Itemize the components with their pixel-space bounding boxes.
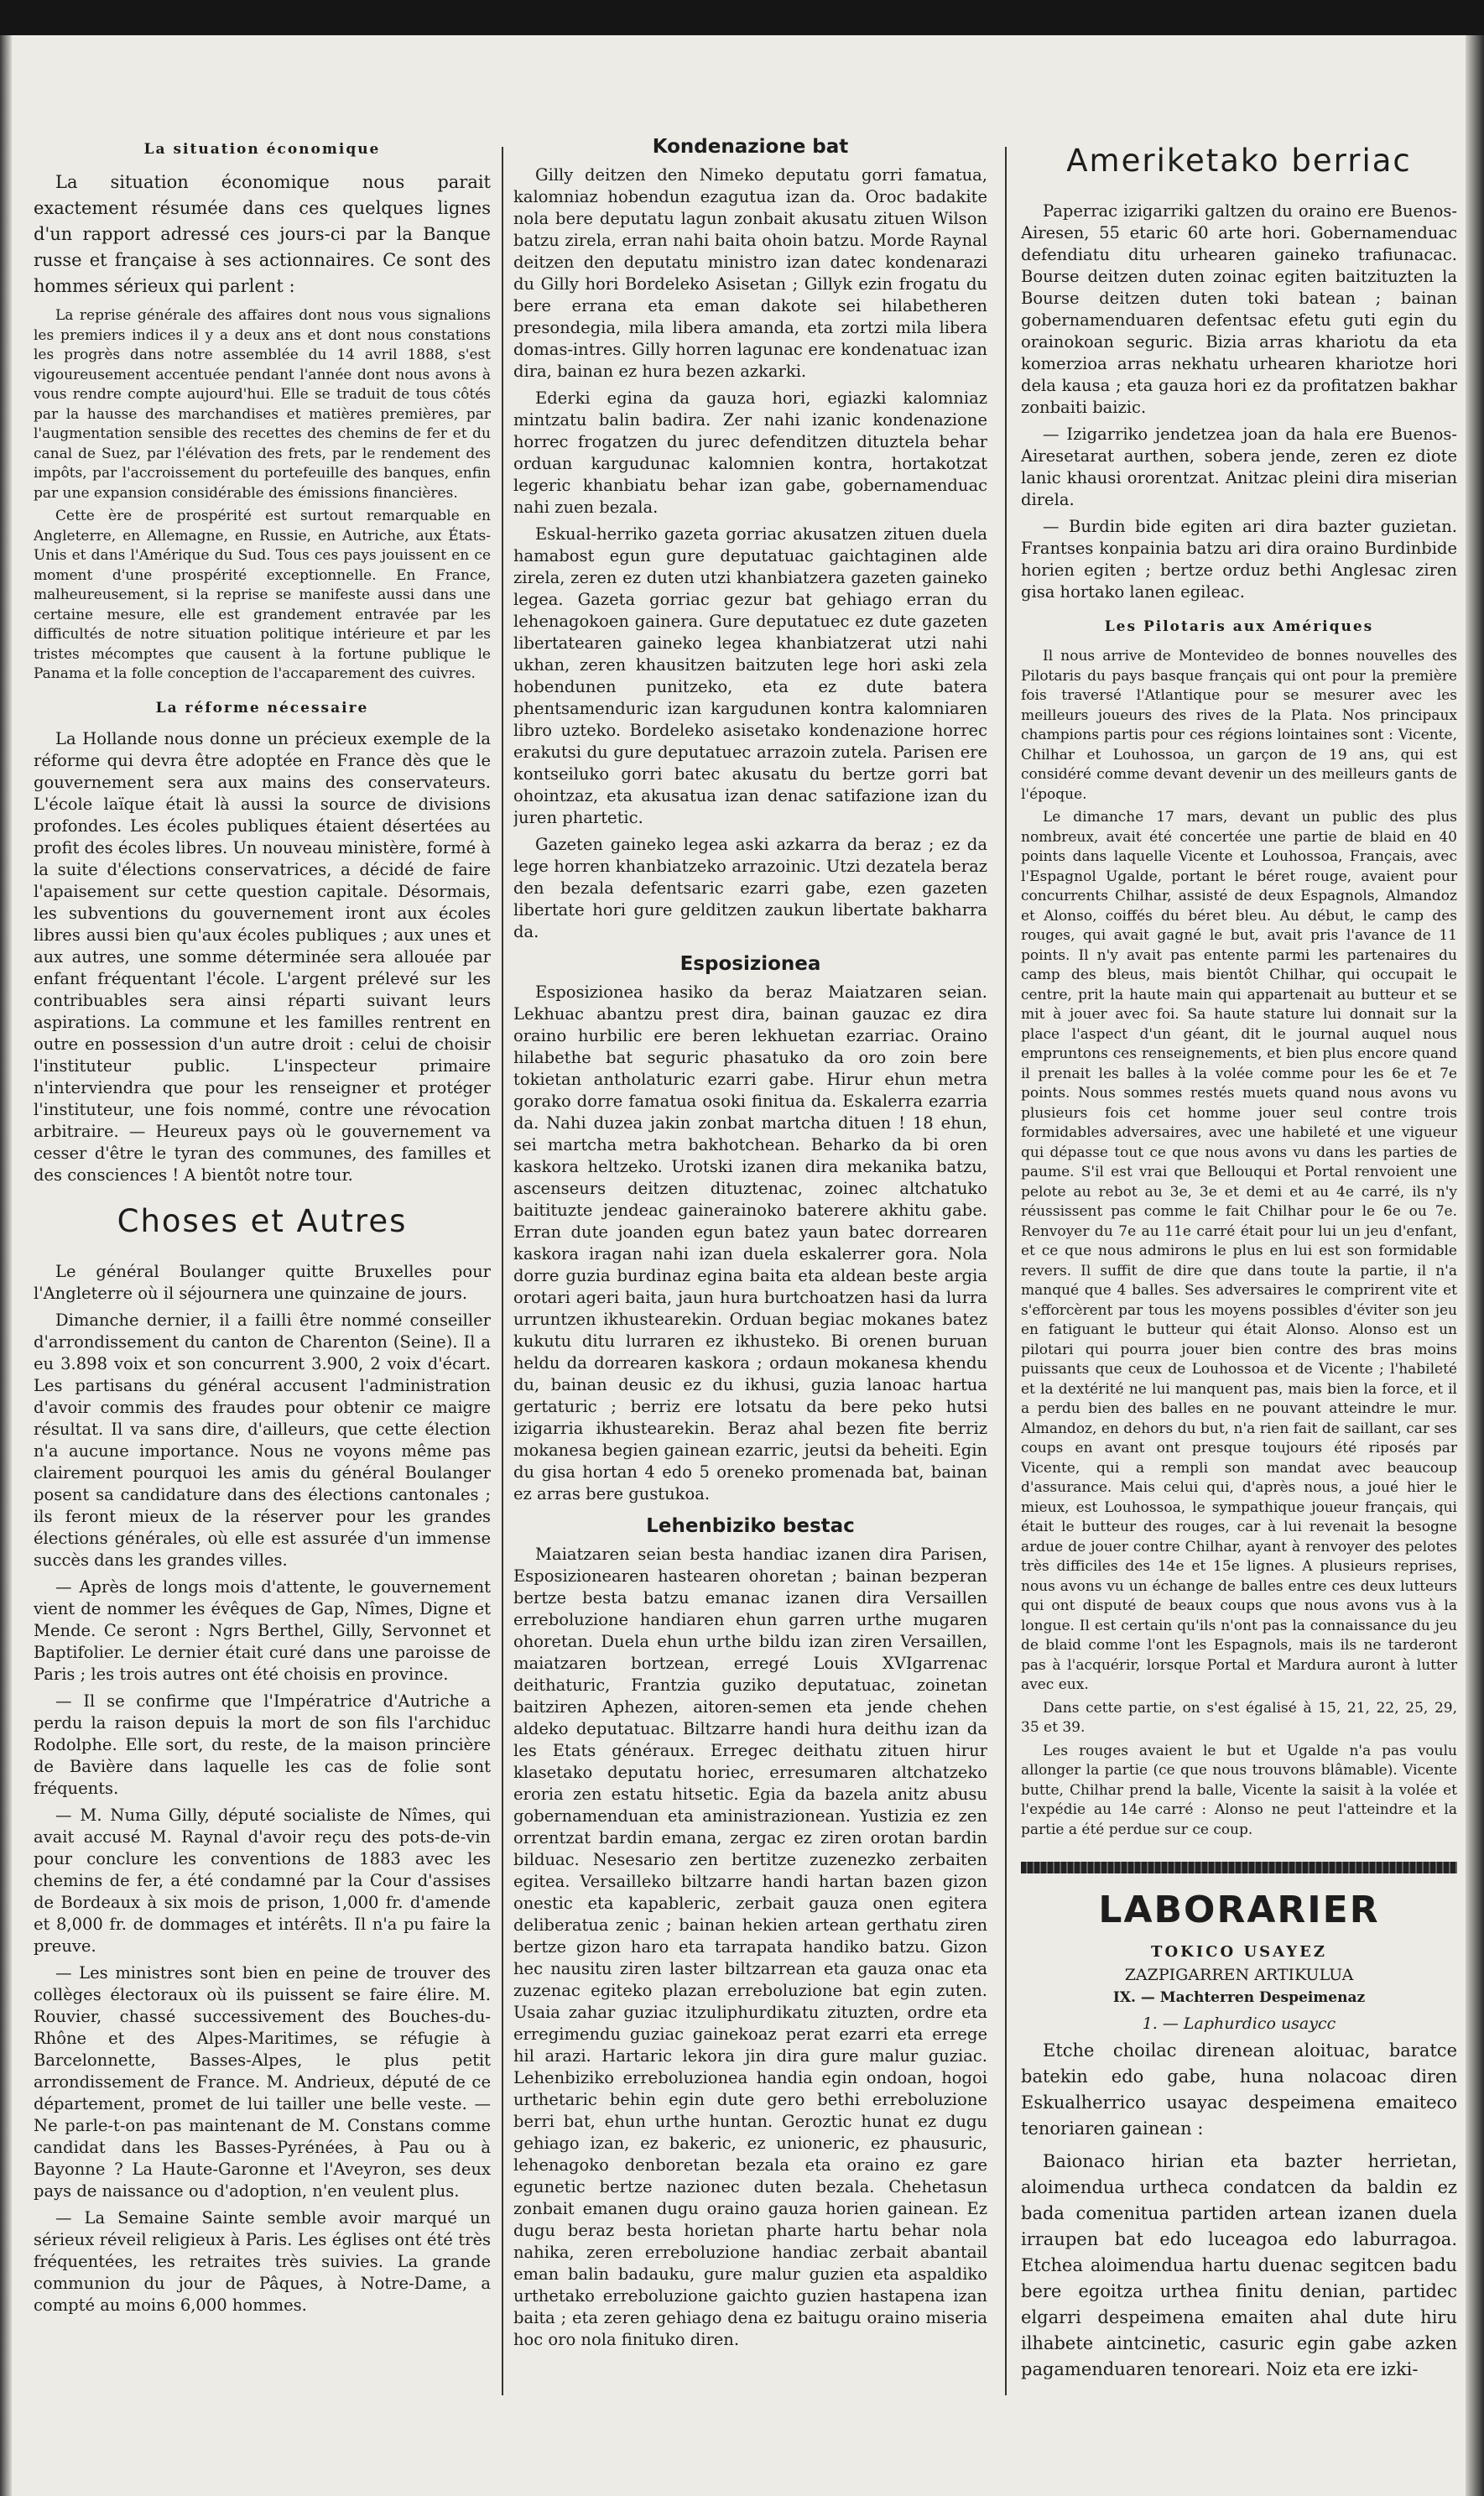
heading-lehenbiziko-bestac: Lehenbiziko bestac [646, 1515, 855, 1537]
column-french [34, 126, 491, 2475]
paragraph: Dans cette partie, on s'est égalisé à 15, 21, 22, 25, 29, 35 et 39. [1021, 1699, 1457, 1736]
paragraph: — M. Numa Gilly, député socialiste de Nîmes, qui avait accusé M. Raynal d'avoir reçu des pots-de-vin pour conclure les conventions de 1883 avec les chemins de fer, a été condamné par la Cour d'assises de Bordeaux à six mois de prison, 1,000 fr. d'amende et 8,000 fr. de dommages et intérêts. Il n'a pu faire la preuve. [34, 1805, 491, 1956]
paragraph: Esposizionea hasiko da beraz Maiatzaren seian. Lekhuac abantzu prest dira, bainan gauzac ez dira oraino hurbilic ere beren lekhuetan ezarriac. Oraino hilabethe bat seguric phasatuko da oro zoin bere tokietan antholaturic ezarri gabe. Hirur ehun metra gorako dorre famatua osoki finitua da. Eskalerra ezarria da. Nahi duzea jakin zonbat martcha dituen ! 18 ehun, sei martcha metra bakhotchean. Beharko da bi oren kaskora heltzeko. Urotski izanen dira mekanika batzu, ascenseurs deitzen dituztenac, zoinec altchatuko baitituzte jendeac gainerainoko baterere akhitu gabe. Erran dute joanden egun batez yaun batec dorrearen kaskora iragan nahi izan duela eskalerrer gora. Nola dorre guzia burdinaz egina baita eta aldean beste argia orotari ageri baita, jaun hura burtchoatzen hasi da lurra urruntzen ikhustearekin. Orduan begiac mokanes batez kukutu ditu lurraren ez ikhusteko. Bi orenen buruan heldu da dorrearen kaskora ; ordaun mokanesa khendu du, bainan deusic ez du ikhusi, guzia lanoac hartua gertaturic ; berriz ere lotsatu da bere peko hutsi izigarria ikhustearekin. Beraz ahal bezen fite berriz mokanesa begien gainean ezarric, jeutsi da beheiti. Egin du gisa hortan 4 edo 5 oreneko promenada bat, bainan ez arras bere gustukoa. [513, 982, 987, 1503]
heading-ameriketako-berriac: Ameriketako berriac [1066, 143, 1412, 179]
paragraph: Paperrac izigarriki galtzen du oraino ere Buenos-Airesen, 55 etaric 60 arte hori. Gobernamenduac defendiatu ditu urhearen gaineko trafiunacac. Bourse deitzen duten zoinac egiten baitzituzten la Bourse deitzen duten toki batean ; bainan gobernamenduaren defentsac efetu guti egin du orainokoan seguric. Bizia arras khariotu da eta komerzioa arras nekhatu urhearen khariotze hori dela kausa ; eta gauza hori ez da profitatzen bakhar zonbaiti baizic. [1021, 201, 1457, 417]
paragraph: Baionaco hirian eta bazter herrietan, aloimendua urtheca condatcen da baldin ez bada comenitua partiden artean izanen duela irraupen bat edo luceagoa edo laburragoa. Etchea aloimendua hartu duenac segitcen badu bere egoitza urthea finitu denian, partidec elgarri despeimena emaiten ahal dute hiru ilhabete aintcinetic, casuric egin gabe azken pagamenduaren tenoreari. Noiz eta ere izki- [1021, 2151, 1457, 2379]
paragraph: — Après de longs mois d'attente, le gouvernement vient de nommer les évêques de Gap, Nîmes, Digne et Mende. Ce seront : Ngrs Berthel, Gilly, Servonnet et Baptifolier. Le dernier était curé dans une paroisse de Paris ; les trois autres ont été choisis en province. [34, 1576, 491, 1684]
column-basque [513, 126, 987, 2475]
heading-choses-et-autres: Choses et Autres [117, 1202, 408, 1239]
ornamental-rule [1021, 1862, 1457, 1873]
column-right [1021, 126, 1457, 2475]
heading-esposizionea: Esposizionea [680, 953, 821, 975]
paragraph-quote: Cette ère de prospérité est surtout remarquable en Angleterre, en Allemagne, en Russie, en Autriche, aux États-Unis et dans l'Amérique du Sud. Tous ces pays jouissent en ce moment d'une prospérité exceptionnelle. En France, malheureusement, si la reprise se manifeste aussi dans une certaine mesure, elle est grandement entravée par les difficultés de notre situation politique intérieure et par les tristes mécomptes que causent à la fortune publique le Panama et la folle conception de l'accaparement des cuivres. [34, 508, 491, 682]
heading-laborarier: LABORARIER [1098, 1889, 1380, 1931]
subheading-tokico-usayez: TOKICO USAYEZ [1151, 1943, 1327, 1961]
paragraph: Eskual-herriko gazeta gorriac akusatzen zituen duela hamabost egun gure deputatuac gaichtaginen alde zirela, zeren ez duten utzi khanbiatzera gazeten gaineko legea. Gazeta gorriac gezur bat gehiago erran du lehenagokoen gainera. Gure deputatuec ez dute gazeten libertatearen gaineko legea khanbiatzerat utzi nahi ukhan, zeren khausitzen baitzuten lege hori aski zela hobendunen punitzeko, eta ez dute batera phentsamenduric izan kargudunen kontra kalomniaren libro uzteko. Bordeleko asisetako kondenazione horrec erakutsi du gure deputatuec arrazoin zutela. Parisen ere kontseiluko gorri batec akusatu du bertze gorri bat ohointzaz, eta akusatua izan denac satifazione izan du juren phartetic. [513, 524, 987, 827]
paragraph-quote: La reprise générale des affaires dont nous vous signalions les premiers indices il y a deux ans et dont nous constations les progrès dans notre assemblée du 14 avril 1888, s'est vigoureusement accentuée pendant l'année dont nous avons à vous rendre compte aujourd'hui. Elle se traduit de tous côtés par la hausse des marchandises et matières premières, par l'augmentation sensible des recettes des chemins de fer et du canal de Suez, par l'élévation des frets, par le rendement des impôts, par l'accroissement du portefeuille des banques, enfin par une expansion considérable des émissions financières. [34, 307, 491, 502]
paragraph: Le dimanche 17 mars, devant un public des plus nombreux, avait été concertée une partie de blaid en 40 points dans laquelle Vicente et Louhossoa, Français, avec l'Espagnol Ugalde, portant le béret rouge, avaient pour concurrents Chilhar, assisté de deux Espagnols, Almandoz et Alonso, coiffés du béret bleu. Au début, le camp des rouges, qui avait gagné le but, avait pris l'avance de 11 points. Il n'y avait pas entente parmi les partenaires du camp des bleus, mais bientôt Chilhar, qui occupait le centre, prit la haute main qui appartenait au butteur et se mit à jouer avec foi. Sa haute stature lui donnait sur la place l'aspect d'un géant, dit le journal auquel nous empruntons ces renseignements, et bien plus encore quand il prenait les balles à la volée comme pour les 6e et 7e points. Nous sommes restés muets quand nous avons vu plusieurs fois cet homme jouer seul contre trois formidables adversaires, avec une habileté et une vigueur qui dépasse tout ce que nous avons vu dans les parties de paume. S'il est vrai que Bellouqui et Portal renvoient une pelote au rebot au 3e, 3e et demi et au 4e carré, ils n'y réussissent pas comme le fait Chilhar pour le 6e ou 7e. Renvoyer du 7e au 11e carré était pour lui un jeu d'enfant, et ce que nous admirons le plus en lui est son formidable revers. Il suffit de dire que dans toute la partie, il n'a manqué que 4 balles. Ses adversaires le comprirent vite et s'efforcèrent par tous les moyens possibles d'éviter son jeu en fatiguant le butteur qui était Alonso. Alonso est un pilotari qui pourra jouer bien contre des bras moins puissants que ceux de Louhossoa et de Vicente ; l'habileté et la dextérité ne lui manquent pas, mais bien la force, et il a perdu bien des balles en ne pouvant atteindre le mur. Almandoz, en dehors du but, n'a rien fait de saillant, car ses coups en avant ont presque toujours été riposés par Vicente, qui a rempli son mandat avec beaucoup d'assurance. Mais celui qui, d'après nous, a joué hier le mieux, est Louhossoa, le sympathique joueur français, qui était le butteur des rouges, car à lui revenait la besogne ardue de jouer contre Chilhar, ayant à renvoyer des pelotes très difficiles des 14e et 15e lignes. A plusieurs reprises, nous avons vu un échange de balles entre ces deux lutteurs qui ont disputé de beaux coups que nous avons vus à la longue. Il est certain qu'ils n'ont pas la connaissance du jeu de blaid comme l'ont les Espagnols, mais ils ne tarderont pas à l'acquérir, lorsque Portal et Mardura auront à lutter avec eux. [1021, 809, 1457, 1693]
scan-right-edge [1466, 35, 1484, 2496]
scan-top-border [0, 0, 1484, 35]
heading-reforme: La réforme nécessaire [155, 699, 369, 716]
heading-kondenazione: Kondenazione bat [652, 136, 849, 158]
paragraph: Gilly deitzen den Nimeko deputatu gorri famatua, kalomniaz hobendun ezagutua izan da. Oroc badakite nola bere deputatu lagun zonbait akusatu zituen Wilson batzu zirela, erran nahi baita ohoin batzu. Morde Raynal deitzen den deputatu ministro izan datec kondenarazi du Gilly hori Bordeleko Asisetan ; Gillyk ezin frogatu du bere errana eta eman dakote sei hilabetheren presondegia, mila libera amanda, eta zortzi mila libera domas-intres. Gilly horren lagunac ere kondenatuac izan dira, bainan ez hura bezen azkarki. [513, 165, 987, 381]
paragraph: — Izigarriko jendetzea joan da hala ere Buenos-Airesetarat aurthen, sobera jende, zeren ez diote lanic khausi ororentzat. Anitzac pleini dira miserian direla. [1021, 425, 1457, 509]
paragraph: — Il se confirme que l'Impératrice d'Autriche a perdu la raison depuis la mort de son fils l'archiduc Rodolphe. Elle sort, du reste, de la maison princière de Bavière dans laquelle les cas de folie sont fréquents. [34, 1691, 491, 1798]
subheading-artikulua: ZAZPIGARREN ARTIKULUA [1124, 1966, 1354, 1984]
paragraph: Ederki egina da gauza hori, egiazki kalomniaz mintzatu balin badira. Zer nahi izanic kondenazione horrec frogatzen du jurec defenditzen dituztela behar orduan kargudunac kalomnien kontra, hortakotzat legeric khanbiatu behar izan gabe, gobernamenduac nahi zuen bezala. [513, 388, 987, 517]
paragraph: La Hollande nous donne un précieux exemple de la réforme qui devra être adoptée en France dès que le gouvernement sera aux mains des conservateurs. L'école laïque était là aussi la source de divisions profondes. Les écoles publiques étaient désertées au profit des écoles libres. Un nouveau ministère, formé à la suite d'élections conservatrices, a décidé de faire l'apaisement sur cette question capitale. Désormais, les subventions du gouvernement iront aux écoles libres aussi bien qu'aux écoles publiques ; aux unes et aux autres, une somme déterminée sera allouée par enfant fréquentant l'école. L'argent prélevé sur les contribuables sera ainsi réparti suivant leurs aspirations. La commune et les familles rentrent en outre en possession d'un autre droit : celui de choisir l'instituteur public. L'inspecteur primaire n'interviendra que pour les renseigner et protéger l'instituteur, une fois nommé, contre une révocation arbitraire. — Heureux pays où le gouvernement va cesser d'être le tyran des communes, des familles et des consciences ! A bientôt notre tour. [34, 728, 491, 1185]
subheading-section-ix: IX. — Machterren Despeimenaz [1112, 1989, 1366, 2006]
paragraph: — Burdin bide egiten ari dira bazter guzietan. Frantses konpainia batzu ari dira oraino Burdinbide horien egiten ; bertze orduz bethi Anglesac ziren gisa hortako lanen egileac. [1021, 517, 1457, 602]
paragraph: Le général Boulanger quitte Bruxelles pour l'Angleterre où il séjournera une quinzaine de jours. [34, 1261, 491, 1303]
paragraph: Etche choilac direnean aloituac, baratce batekin edo gabe, huna nolacoac diren Eskualherrico usayac despeimena emaiteco tenoriaren gainean : [1021, 2040, 1457, 2139]
heading-pilotaris: Les Pilotaris aux Amériques [1104, 618, 1374, 635]
paragraph: Maiatzaren seian besta handiac izanen dira Parisen, Esposizionearen hastearen ohoretan ; bainan bezperan bertze besta batzu emanac izanen dira Versaillen erreboluzione handiaren ehun garren urthe mugaren ohoretan. Duela ehun urthe bildu izan ziren Versaillen, maiatzaren bortzean, erregé Louis XVIgarrenac deithaturic, Frantzia guziko deputatuac, zoinetan baitziren Aphezen, aitoren-semen eta jende chehen aldeko deputatuac. Biltzarre handi hura deithu izan da les Etats généraux. Erregec deithatu zituen hirur klasetako deputatu horiec, erresumaren altchatzeko eroria zen estatu hitsetic. Egia da bazela anitz abusu gobernamenduan eta aministrazionean. Yustizia ez zen orrentzat bardin emana, zergac ez ziren orotan bardin bilduac. Nesesario zen bertitze zuzenezko zerbaiten egitea. Versailleko biltzarre handi hartan bazen gizon onestic eta kapableric, zerbait gauza onen egitera deliberatua zenic ; bainan hekien artean gerthatu ziren bertze gizon haro eta tarrapata handiko batzu. Gizon hec nausitu ziren laster biltzarrean eta gauza onac eta zuzenac egiteko plazan erreboluzione bat egin zuten. Usaia zahar guziac itzuliphurdikatu zituzten, ordre eta erregimendu guziac gainekoaz perat ezarri eta errege hil arazi. Hartaric lekora jin dira gure malur guziac. Lehenbiziko erreboluzionea handia egin ondoan, hogoi urthetaric behin egin dute gero bethi erreboluzione berri bat, ehun urthe huntan. Geroztic hunat ez dugu gehiago izan, ez bakeric, ez unioneric, ez phausuric, lehenagoko denboretan bezala eta oraino ez gare egunetic bertze nazionec duten bezala. Chehetasun zonbait emanen dugu oraino gauza horien gainean. Ez dugu beraz besta horietan pharte hartu behar nola nahika, zeren erreboluzione handiac zerbait abantail eman balin badauku, gure malur guzien eta aspaldiko urthetako erreboluzione gaichto guzien hastapena izan baita ; eta zeren gehiago dena ez baitugu oraino miseria hoc oro nola finituko diren. [513, 1545, 987, 2349]
column-rule-left [502, 147, 503, 2395]
paragraph: Il nous arrive de Montevideo de bonnes nouvelles des Pilotaris du pays basque français qui ont pour la première fois traversé l'Atlantique pour se mesurer avec les meilleurs joueurs des rives de la Plata. Nos principaux champions partis pour ces régions lointaines sont : Vicente, Chilhar et Louhossoa, un garçon de 19 ans, qui est considéré comme devant devenir un des meilleurs gants de l'époque. [1021, 648, 1457, 803]
subheading-laphurdico: 1. — Laphurdico usaycc [1142, 2014, 1336, 2033]
scan-left-edge [0, 35, 12, 2496]
paragraph: Les rouges avaient le but et Ugalde n'a pas voulu allonger la partie (ce que nous trouvons blâmable). Vicente butte, Chilhar prend la balle, Vicente la saisit à la volée et l'expédie au 14e carré : Alonso ne peut l'atteindre et la partie a été perdue sur ce coup. [1021, 1742, 1457, 1838]
paragraph: — La Semaine Sainte semble avoir marqué un sérieux réveil religieux à Paris. Les églises ont été très fréquentées, les retraites très suivies. La grande communion du jour de Pâques, à Notre-Dame, a compté au moins 6,000 hommes. [34, 2207, 491, 2315]
column-rule-right [1005, 147, 1007, 2395]
paragraph: Gazeten gaineko legea aski azkarra da beraz ; ez da lege horren khanbiatzeko arrazoinic. Utzi dezatela beraz den bezala defentsaric ezarri gabe, ezen gazeten libertate hori gure gelditzen zaukun libertate bakharra da. [513, 835, 987, 941]
paragraph: Dimanche dernier, il a failli être nommé conseiller d'arrondissement du canton de Charenton (Seine). Il a eu 3.898 voix et son concurrent 3.900, 2 voix d'écart. Les partisans du général accusent l'administration d'avoir commis des fraudes pour obtenir ce maigre résultat. Il va sans dire, d'ailleurs, que cette élection n'a aucune importance. Nous ne voyons même pas clairement pourquoi les amis du général Boulanger posent sa candidature dans des élections cantonales ; ils feront mieux de la réserver pour les grandes élections générales, où elle est assurée d'un immense succès dans les grandes villes. [34, 1310, 491, 1570]
heading-situation-economique: La situation économique [143, 141, 381, 158]
paragraph: La situation économique nous parait exactement résumée dans ces quelques lignes d'un rapport adressé ces jours-ci par la Banque russe et française à ses actionnaires. Ce sont des hommes sérieux qui parlent : [34, 172, 491, 296]
paragraph: — Les ministres sont bien en peine de trouver des collèges électoraux où ils puissent se faire élire. M. Rouvier, chassé successivement des Bouches-du-Rhône et des Alpes-Maritimes, se réfugie à Barcelonnette, Basses-Alpes, le plus petit arrondissement de France. M. Andrieux, député de ce département, promet de lui tailler une belle veste. — Ne parle-t-on pas maintenant de M. Constans comme candidat dans les Basses-Pyrénées, à Pau ou à Bayonne ? La Haute-Garonne et l'Aveyron, ses deux pays de naissance ou d'adoption, n'en veulent plus. [34, 1962, 491, 2201]
